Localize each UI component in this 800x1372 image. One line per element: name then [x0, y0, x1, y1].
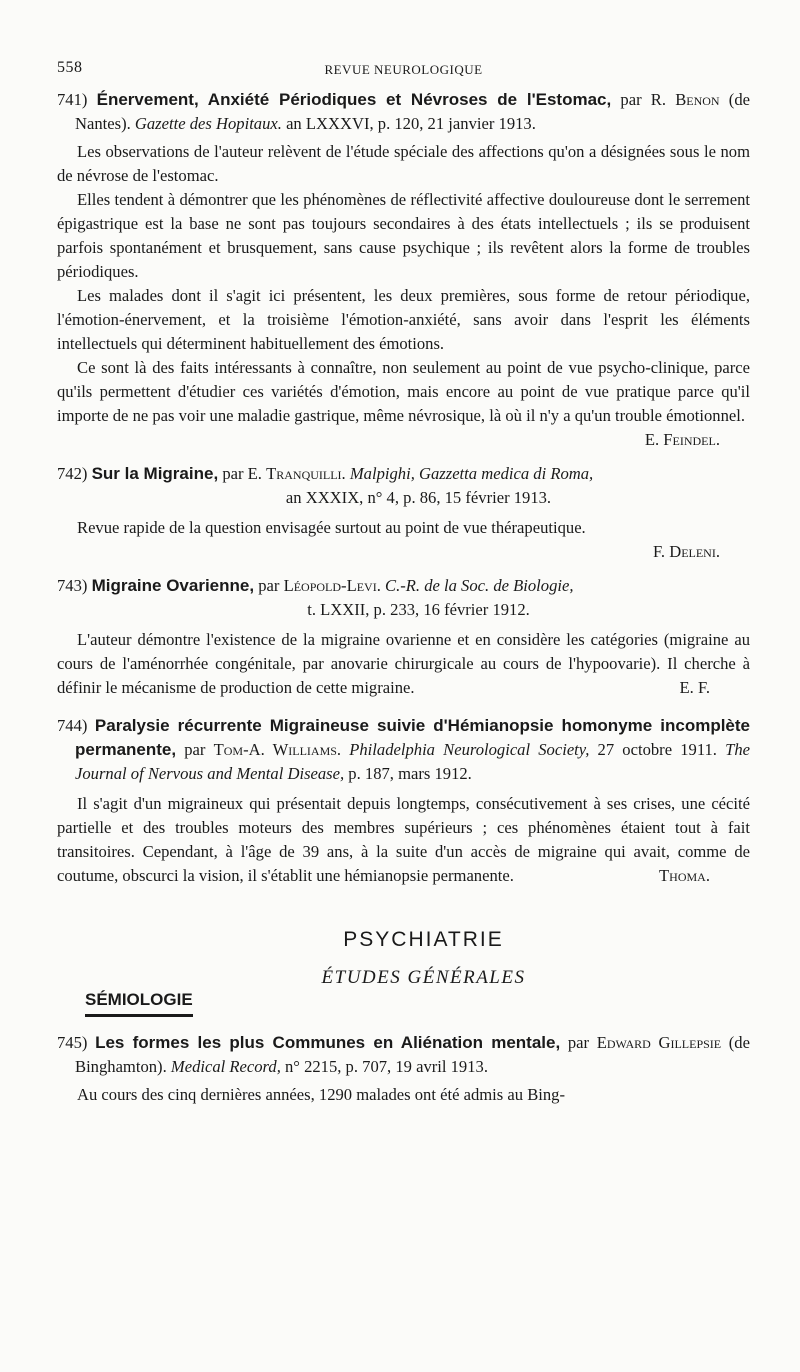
citation-text: par	[176, 740, 214, 759]
paragraph: Revue rapide de la question envisagée surtout au point de vue thérapeutique.	[77, 518, 586, 537]
paragraph: Au cours des cinq dernières années, 1290 malades ont été admis au Bing-	[77, 1085, 565, 1104]
author-name: Tom-A. Williams.	[213, 740, 342, 759]
author-name: Edward Gillepsie	[596, 1033, 722, 1052]
abstract-title: Énervement, Anxiété Périodiques et Névroses de l'Estomac,	[96, 90, 612, 109]
paragraph: Ce sont là des faits intéressants à connaître, non seulement au point de vue psycho-clinique, parce qu'ils permettent d'étudier ces variétés d'émotion, mais encore au point de vue pratique parce qu'il importe de ne pas voir une maladie gastrique, même névrosique, là où il n'y a qu'un trouble émotionnel.	[57, 358, 750, 425]
journal-title: REVUE NEUROLOGIQUE	[324, 62, 483, 77]
page-body	[57, 50, 750, 1107]
paragraph: Les malades dont il s'agit ici présentent, les deux premières, sous forme de retour périodique, l'émotion-énervement, et la troisième l'émotion-anxiété, sans avoir dans l'esprit les éléments intellectuels qui déterminent habituellement des émotions.	[57, 286, 750, 353]
citation-text: n° 2215, p. 707, 19 avril 1913.	[280, 1057, 488, 1076]
signature: E. F.	[679, 678, 710, 697]
subsection-title: ÉTUDES GÉNÉRALES	[321, 967, 526, 988]
abstract-number: 743)	[57, 576, 88, 595]
abstract-heading	[57, 1031, 750, 1079]
paragraph-text: L'auteur démontre l'existence de la migraine ovarienne et en considère les catégories (migraine au cours de l'aménorrhée congénitale, par anovarie chirurgicale au cours de l'hypoovarie). Il cherche à définir le mécanisme de production de cette migraine.	[57, 630, 750, 697]
journal-name: Medical Record,	[170, 1057, 281, 1076]
journal-name: Gazette des Hopitaux.	[134, 114, 282, 133]
abstract-number: 742)	[57, 464, 88, 483]
abstract-742	[57, 462, 750, 564]
citation-text: (de Binghamton).	[75, 1033, 750, 1076]
paragraph: Les observations de l'auteur relèvent de l'étude spéciale des affections qu'on a désignées sous le nom de névrose de l'estomac.	[57, 142, 750, 185]
signature: Thoma.	[659, 866, 710, 885]
rubric-title: SÉMIOLOGIE	[85, 988, 193, 1017]
citation-line: an XXXIX, n° 4, p. 86, 15 février 1913.	[285, 488, 552, 507]
rubric-wrap	[57, 988, 750, 1017]
section-title: PSYCHIATRIE	[343, 928, 504, 951]
page-number: 558	[57, 59, 83, 76]
abstract-heading	[57, 574, 750, 598]
abstract-title: Sur la Migraine,	[91, 464, 219, 483]
abstract-number: 745)	[57, 1033, 88, 1052]
abstract-743	[57, 574, 750, 700]
abstract-title: Paralysie récurrente Migraineuse suivie d'Hémianopsie homonyme incomplète permanente,	[75, 716, 750, 759]
signature: E. Feindel.	[644, 430, 720, 449]
abstract-741	[57, 88, 750, 452]
abstract-title: Les formes les plus Communes en Aliénation mentale,	[95, 1033, 561, 1052]
author-name: Tranquilli.	[266, 464, 346, 483]
paragraph	[57, 792, 750, 888]
paragraph	[57, 628, 750, 700]
abstract-745	[57, 1031, 750, 1107]
abstract-744	[57, 714, 750, 888]
citation-text: par R.	[611, 90, 676, 109]
journal-name: The Journal of Nervous and Mental Disease,	[75, 740, 750, 783]
author-name: Benon	[675, 90, 720, 109]
journal-name: Philadelphia Neurological Society,	[349, 740, 590, 759]
citation-text: p. 187, mars 1912.	[344, 764, 472, 783]
abstract-number: 744)	[57, 716, 88, 735]
abstract-heading	[57, 462, 750, 486]
abstract-heading	[57, 88, 750, 136]
citation-text: 27 octobre 1911.	[589, 740, 726, 759]
journal-name: Malpighi, Gazzetta medica di Roma,	[349, 464, 594, 483]
paragraph: Elles tendent à démontrer que les phénomènes de réflectivité affective douloureuse dont le serrement épigastrique est la base ne sont pas toujours secondaires à des états intellectuels ; ils se produisent parfois spontanément et brusquement, sans cause psychique ; ils revêtent alors la forme de troubles périodiques.	[57, 190, 750, 281]
journal-name: C.-R. de la Soc. de Biologie,	[385, 576, 574, 595]
citation-text: par	[254, 576, 284, 595]
citation-text: (de Nantes).	[75, 90, 750, 133]
citation-text: par E.	[218, 464, 267, 483]
running-head	[57, 50, 750, 82]
citation-text: par	[560, 1033, 597, 1052]
abstract-title: Migraine Ovarienne,	[91, 576, 255, 595]
abstract-heading	[57, 714, 750, 786]
paragraph-text: Il s'agit d'un migraineux qui présentait depuis longtemps, consécutivement à ses crises, une cécité partielle et des troubles moteurs des membres supérieurs ; ces phénomènes étaient tout à fait transitoires. Cependant, à l'âge de 39 ans, à la suite d'un accès de migraine qui avait, comme de coutume, obscurci la vision, il s'établit une hémianopsie permanente.	[57, 794, 750, 885]
abstract-number: 741)	[57, 90, 88, 109]
citation-line: t. LXXII, p. 233, 16 février 1912.	[307, 600, 530, 619]
signature: F. Deleni.	[653, 542, 720, 561]
author-name: Léopold-Levi.	[283, 576, 381, 595]
citation-text: an LXXXVI, p. 120, 21 janvier 1913.	[281, 114, 536, 133]
